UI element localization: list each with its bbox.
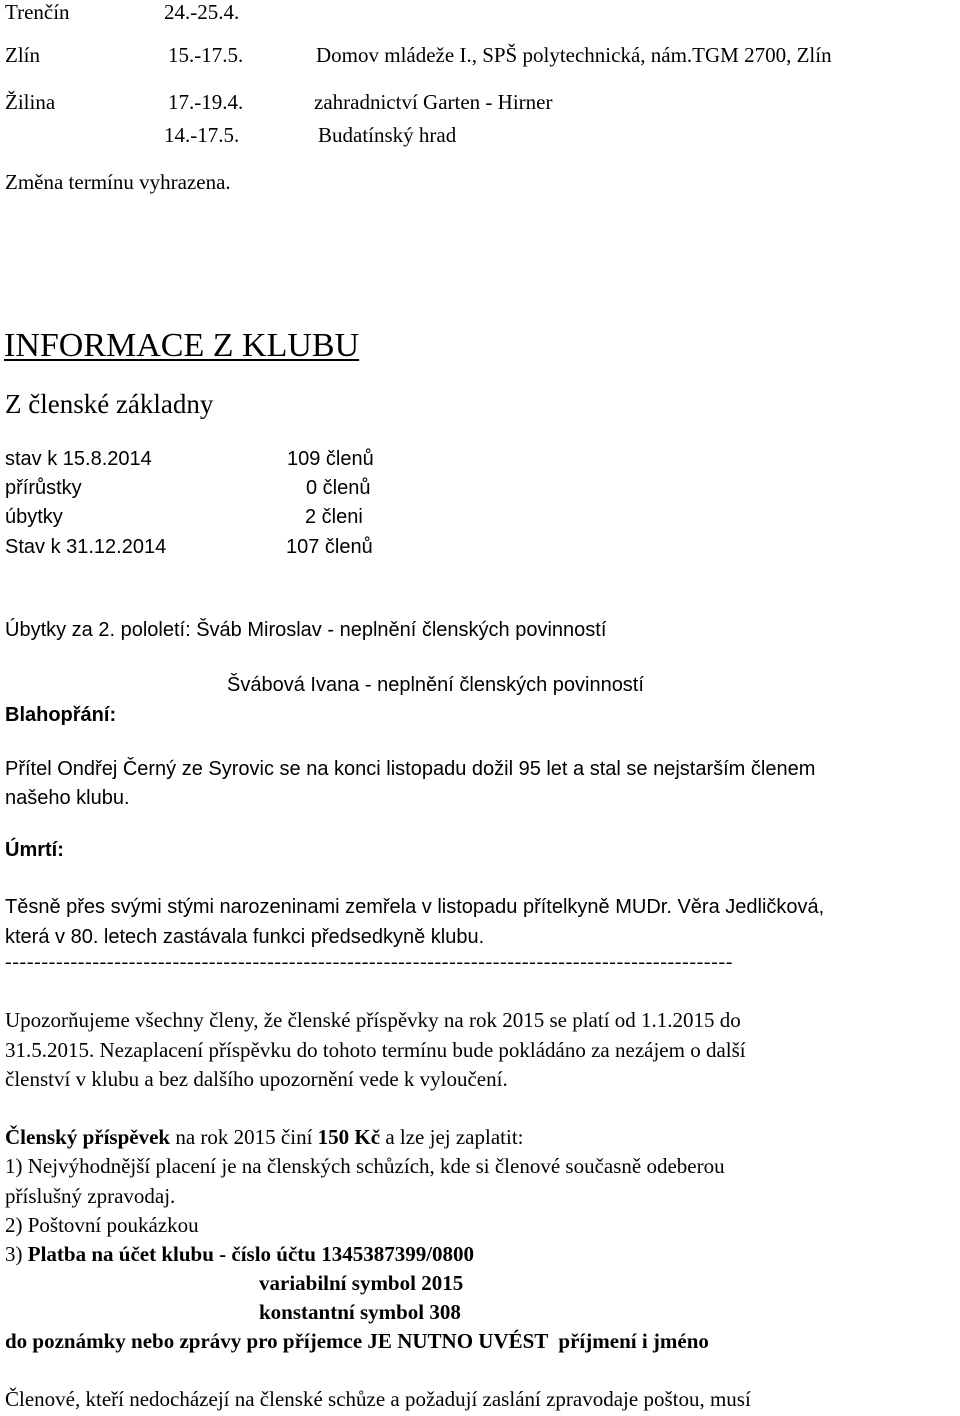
fee-amount: 150 Kč <box>317 1125 381 1149</box>
event-city: Žilina <box>5 90 56 114</box>
fees-notice: členství v klubu a bez dalšího upozornění vede k vyloučení. <box>5 1067 508 1091</box>
change-note: Změna termínu vyhrazena. <box>5 170 231 194</box>
congrats-text: našeho klubu. <box>5 787 130 809</box>
stat-label: stav k 15.8.2014 <box>5 448 152 470</box>
event-date: 17.-19.4. <box>168 90 244 114</box>
stat-value: 0 členů <box>306 477 371 499</box>
congrats-heading: Blahopřání: <box>5 704 117 726</box>
mailing-note: Členové, kteří nedocházejí na členské schůze a požadují zaslání zpravodaje poštou, musí <box>5 1387 751 1411</box>
event-city: Trenčín <box>5 0 70 24</box>
event-place: Budatínský hrad <box>318 123 457 147</box>
stat-label: Stav k 31.12.2014 <box>5 536 167 558</box>
stat-label: úbytky <box>5 506 63 528</box>
account-number: Platba na účet klubu - číslo účtu 1345387399/0800 <box>27 1242 475 1266</box>
dashed-divider: ---------------------------------------------------------------------------------------------------- <box>5 951 734 973</box>
losses-line: Úbytky za 2. pololetí: Šváb Miroslav - neplnění členských povinností <box>5 619 607 641</box>
payment-option-1: 1) Nejvýhodnější placení je na členských schůzích, kde si členové současně odeberou <box>5 1154 725 1178</box>
fee-label: Členský příspěvek <box>5 1125 171 1149</box>
deaths-text: Těsně přes svými stými narozeninami zemřela v listopadu přítelkyně MUDr. Věra Jedličková, <box>5 896 825 918</box>
section-title: INFORMACE Z KLUBU <box>4 327 360 364</box>
deaths-heading: Úmrtí: <box>5 839 64 861</box>
constant-symbol: konstantní symbol 308 <box>259 1300 461 1324</box>
losses-line: Švábová Ivana - neplnění členských povinností <box>227 674 644 696</box>
payment-option-2: 2) Poštovní poukázkou <box>5 1213 199 1237</box>
event-date: 14.-17.5. <box>164 123 240 147</box>
payment-option-1-cont: příslušný zpravodaj. <box>5 1184 176 1208</box>
payment-note: do poznámky nebo zprávy pro příjemce JE NUTNO UVÉST příjmení i jméno <box>5 1329 709 1353</box>
stat-value: 109 členů <box>287 448 374 470</box>
event-date: 15.-17.5. <box>168 43 244 67</box>
congrats-text: Přítel Ondřej Černý ze Syrovic se na konci listopadu dožil 95 let a stal se nejstarším členem <box>5 758 816 780</box>
fees-notice: Upozorňujeme všechny členy, že členské příspěvky na rok 2015 se platí od 1.1.2015 do <box>5 1008 741 1032</box>
fee-mid: na rok 2015 činí <box>170 1125 318 1149</box>
event-place: Domov mládeže I., SPŠ polytechnická, nám.TGM 2700, Zlín <box>316 43 832 67</box>
fee-end: a lze jej zaplatit: <box>380 1125 524 1149</box>
event-city: Zlín <box>5 43 40 67</box>
deaths-text: která v 80. letech zastávala funkci předsedkyně klubu. <box>5 926 485 948</box>
payment-option-3 <box>5 1244 474 1265</box>
stat-value: 2 členi <box>305 506 363 528</box>
stat-value: 107 členů <box>286 536 373 558</box>
fee-line <box>5 1127 524 1148</box>
membership-title: Z členské základny <box>5 389 214 419</box>
payment-option-3-prefix: 3) <box>5 1242 28 1266</box>
event-date: 24.-25.4. <box>164 0 240 24</box>
stat-label: přírůstky <box>5 477 82 499</box>
variable-symbol: variabilní symbol 2015 <box>259 1271 464 1295</box>
event-place: zahradnictví Garten - Hirner <box>314 90 553 114</box>
fees-notice: 31.5.2015. Nezaplacení příspěvku do tohoto termínu bude pokládáno za nezájem o další <box>5 1038 746 1062</box>
